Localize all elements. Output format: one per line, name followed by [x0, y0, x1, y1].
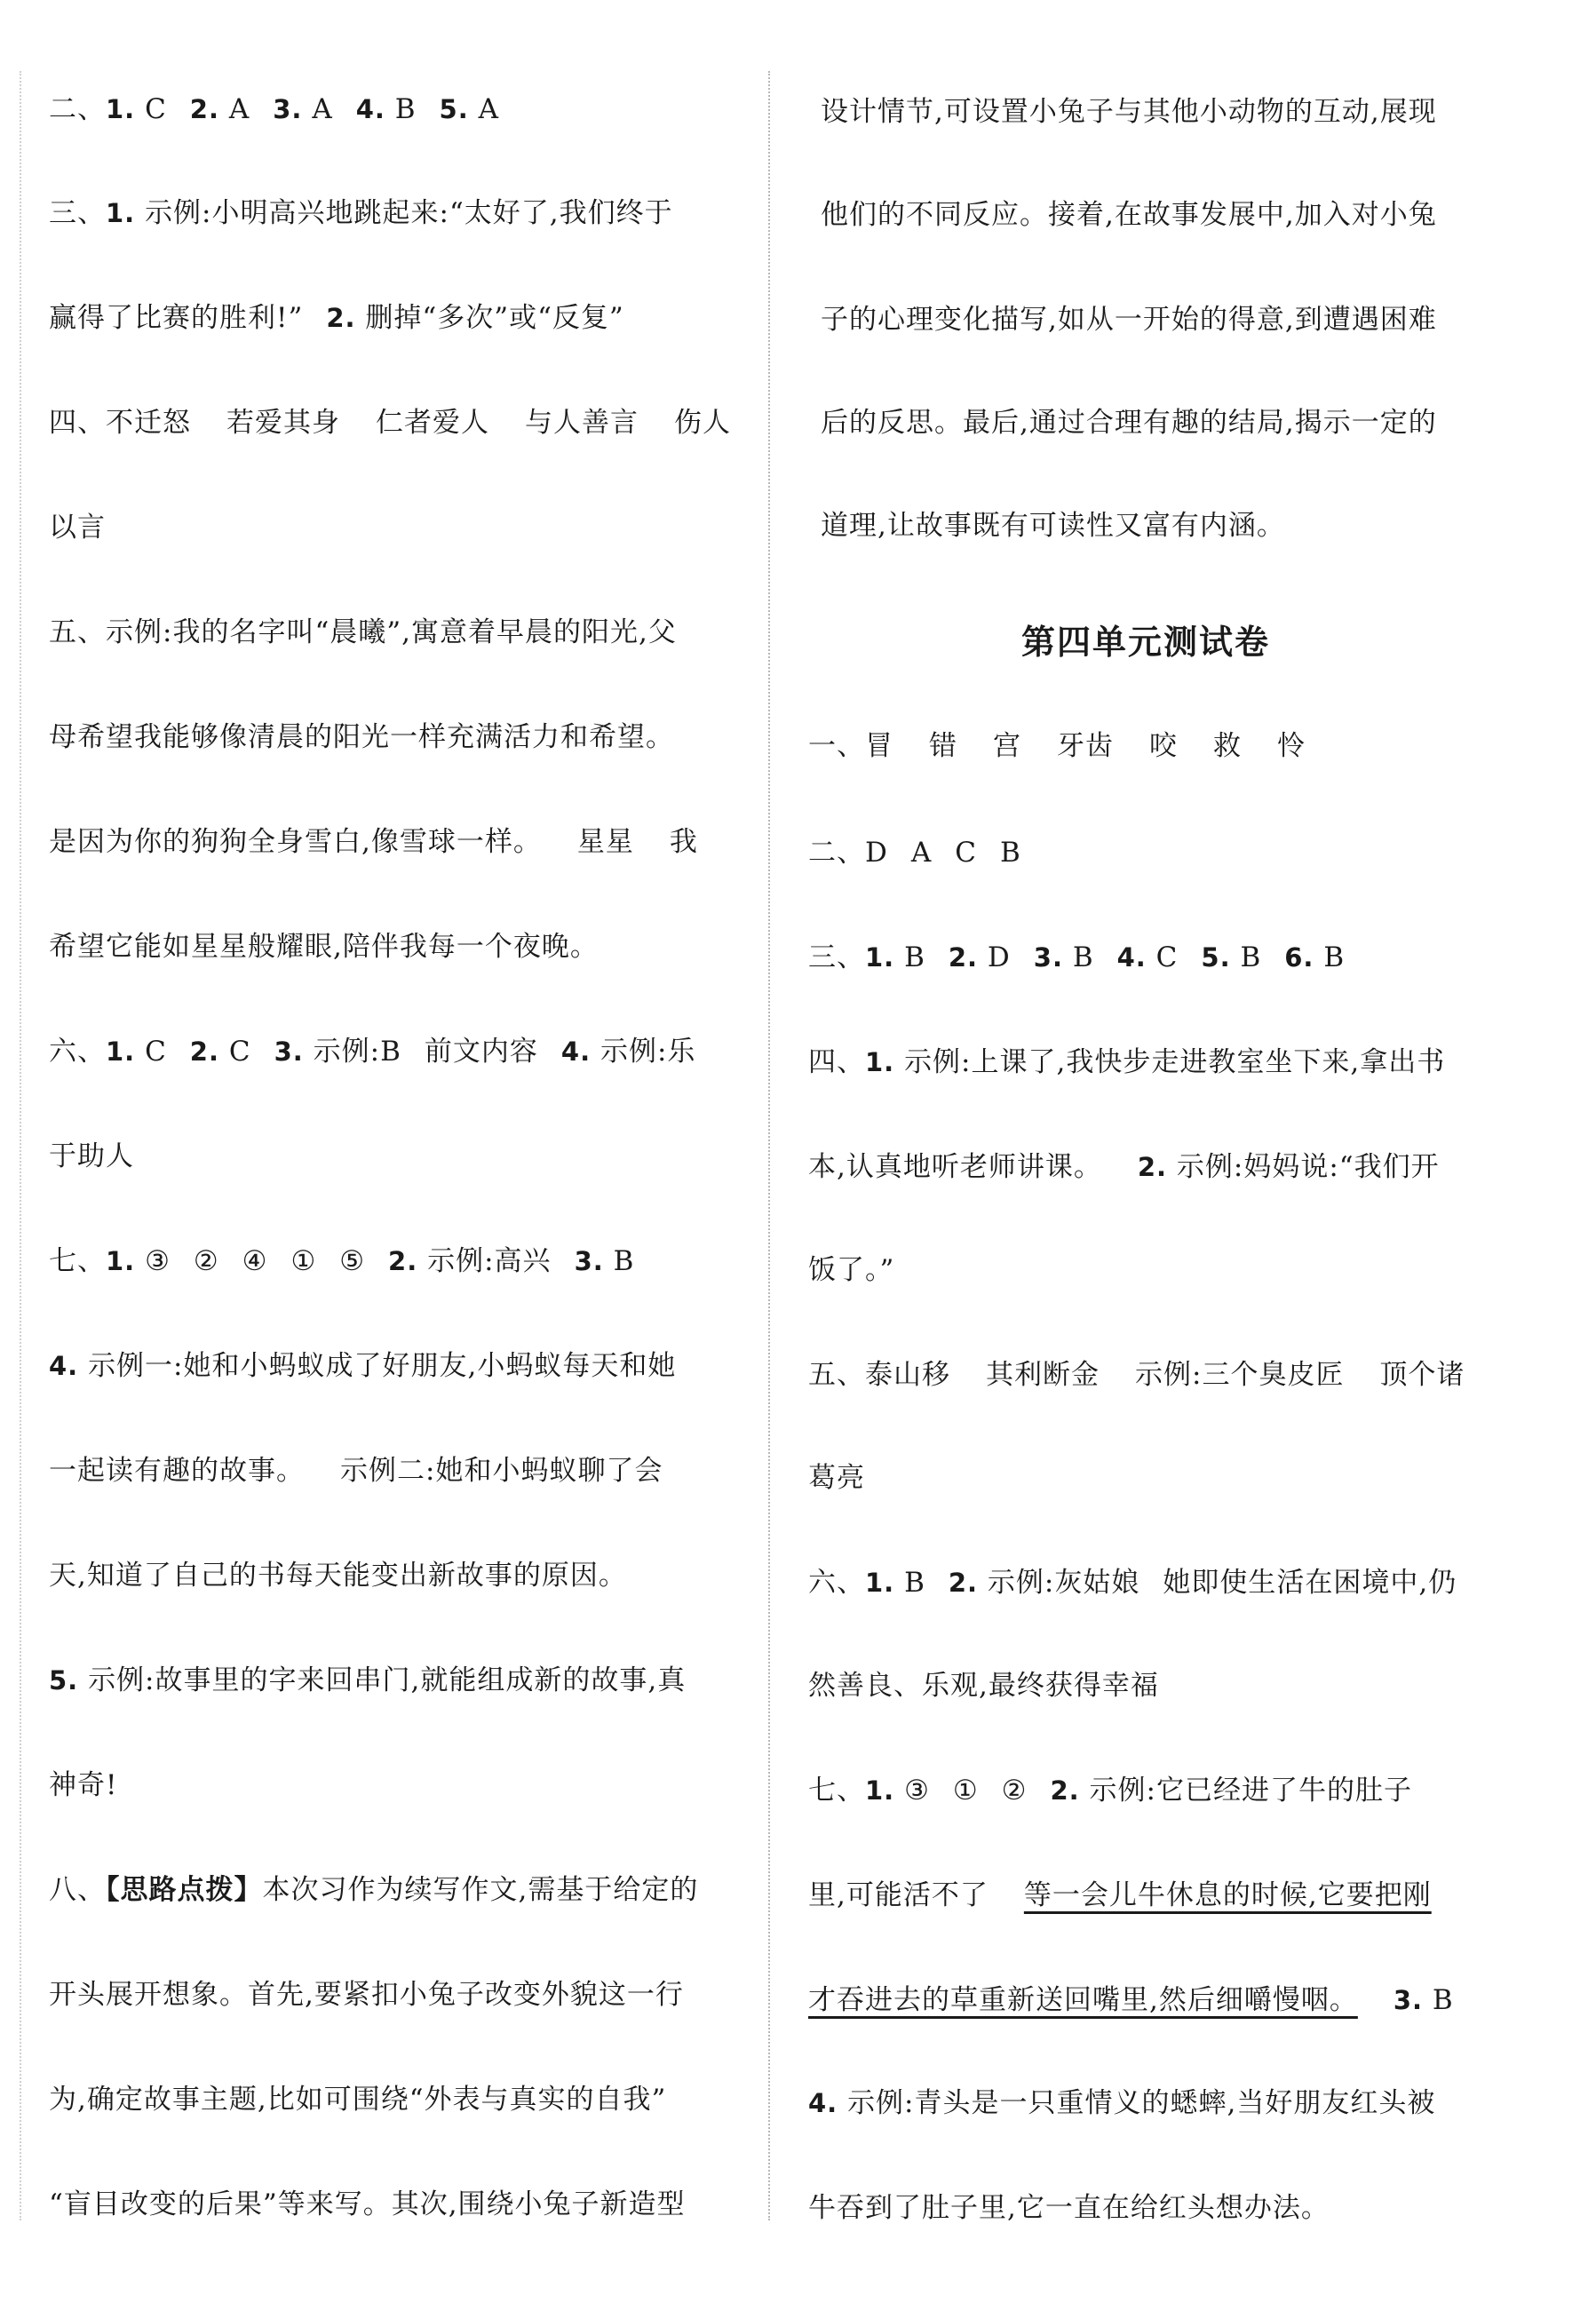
- section-7-line-1: 七、1. ③ ② ④ ① ⑤ 2. 示例:高兴 3. B: [49, 1245, 635, 1277]
- section-8-line-3: 为,确定故事主题,比如可围绕“外表与真实的自我”: [49, 2084, 667, 2116]
- section-7-q5-line-2: 神奇!: [49, 1769, 118, 1801]
- hint-tag: 【思路点拨】: [106, 1874, 263, 1906]
- section-5-line-4: 希望它能如星星般耀眼,陪伴我每一个夜晚。: [49, 931, 599, 963]
- unit4-section-6-line-1: 六、1. B 2. 示例:灰姑娘 她即使生活在困境中,仍: [808, 1567, 1457, 1599]
- section-7-q5-line-1: 5. 示例:故事里的字来回串门,就能组成新的故事,真: [49, 1664, 687, 1696]
- continuation-line-5: 道理,让故事既有可读性又富有内涵。: [821, 510, 1285, 542]
- section-7-q4-line-3: 天,知道了自己的书每天能变出新故事的原因。: [49, 1560, 627, 1592]
- section-4-line-1: 四、不迁怒 若爱其身 仁者爱人 与人善言 伤人: [49, 407, 731, 439]
- section-3-line-2: 赢得了比赛的胜利!” 2. 删掉“多次”或“反复”: [49, 302, 624, 334]
- unit4-section-5-line-1: 五、泰山移 其利断金 示例:三个臭皮匠 顶个诸: [808, 1359, 1465, 1391]
- section-8-line-1: 八、【思路点拨】本次习作为续写作文,需基于给定的: [49, 1874, 699, 1906]
- unit4-section-4-line-1: 四、1. 示例:上课了,我快步走进教室坐下来,拿出书: [808, 1046, 1446, 1078]
- section-5-line-2: 母希望我能够像清晨的阳光一样充满活力和希望。: [49, 721, 674, 753]
- section-7-q4-line-1: 4. 示例一:她和小蚂蚁成了好朋友,小蚂蚁每天和她: [49, 1350, 677, 1382]
- unit4-section-3: 三、1. B 2. D 3. B 4. C 5. B 6. B: [808, 941, 1346, 973]
- unit4-section-7-line-1: 七、1. ③ ① ② 2. 示例:它已经进了牛的肚子: [808, 1775, 1412, 1807]
- unit4-section-2: 二、D A C B: [808, 837, 1021, 869]
- underlined-answer-2: 才吞进去的草重新送回嘴里,然后细嚼慢咽。: [808, 1984, 1358, 2016]
- section-4-line-2: 以言: [49, 512, 106, 544]
- section-8-line-4: “盲目改变的后果”等来写。其次,围绕小兔子新造型: [49, 2188, 686, 2220]
- section-6-line-2: 于助人: [49, 1140, 134, 1172]
- unit4-section-4-line-3: 饭了。”: [808, 1254, 895, 1286]
- unit4-section-5-line-2: 葛亮: [808, 1462, 865, 1494]
- unit4-section-6-line-2: 然善良、乐观,最终获得幸福: [808, 1670, 1159, 1702]
- margin-rule: [20, 71, 21, 2220]
- section-8-line-2: 开头展开想象。首先,要紧扣小兔子改变外貌这一行: [49, 1979, 684, 2011]
- section-6-line-1: 六、1. C 2. C 3. 示例:B 前文内容 4. 示例:乐: [49, 1036, 696, 1068]
- underlined-answer-1: 等一会儿牛休息的时候,它要把刚: [1023, 1879, 1432, 1911]
- unit4-section-7-line-5: 牛吞到了肚子里,它一直在给红头想办法。: [808, 2192, 1330, 2224]
- section-3-line-1: 三、1. 示例:小明高兴地跳起来:“太好了,我们终于: [49, 197, 673, 229]
- continuation-line-1: 设计情节,可设置小兔子与其他小动物的互动,展现: [821, 96, 1437, 128]
- section-7-q4-line-2: 一起读有趣的故事。 示例二:她和小蚂蚁聊了会: [49, 1455, 663, 1487]
- continuation-line-3: 子的心理变化描写,如从一开始的得意,到遭遇困难: [821, 304, 1437, 336]
- continuation-line-2: 他们的不同反应。接着,在故事发展中,加入对小兔: [821, 199, 1437, 231]
- column-divider: [768, 71, 770, 2220]
- unit4-section-4-line-2: 本,认真地听老师讲课。 2. 示例:妈妈说:“我们开: [808, 1151, 1440, 1183]
- section-5-line-3: 是因为你的狗狗全身雪白,像雪球一样。 星星 我: [49, 826, 698, 858]
- unit4-section-7-line-4: 4. 示例:青头是一只重情义的蟋蟀,当好朋友红头被: [808, 2087, 1436, 2119]
- continuation-line-4: 后的反思。最后,通过合理有趣的结局,揭示一定的: [821, 407, 1437, 439]
- section-2-answers: 二、1. C 2. A 3. A 4. B 5. A: [49, 93, 499, 125]
- unit-4-test-title: 第四单元测试卷: [1021, 623, 1271, 662]
- section-5-line-1: 五、示例:我的名字叫“晨曦”,寓意着早晨的阳光,父: [49, 616, 677, 648]
- unit4-section-7-line-3: 才吞进去的草重新送回嘴里,然后细嚼慢咽。 3. B: [808, 1984, 1454, 2016]
- unit4-section-7-line-2: 里,可能活不了 等一会儿牛休息的时候,它要把刚: [808, 1879, 1432, 1911]
- unit4-section-1: 一、冒 错 宫 牙齿 咬 救 怜: [808, 730, 1306, 762]
